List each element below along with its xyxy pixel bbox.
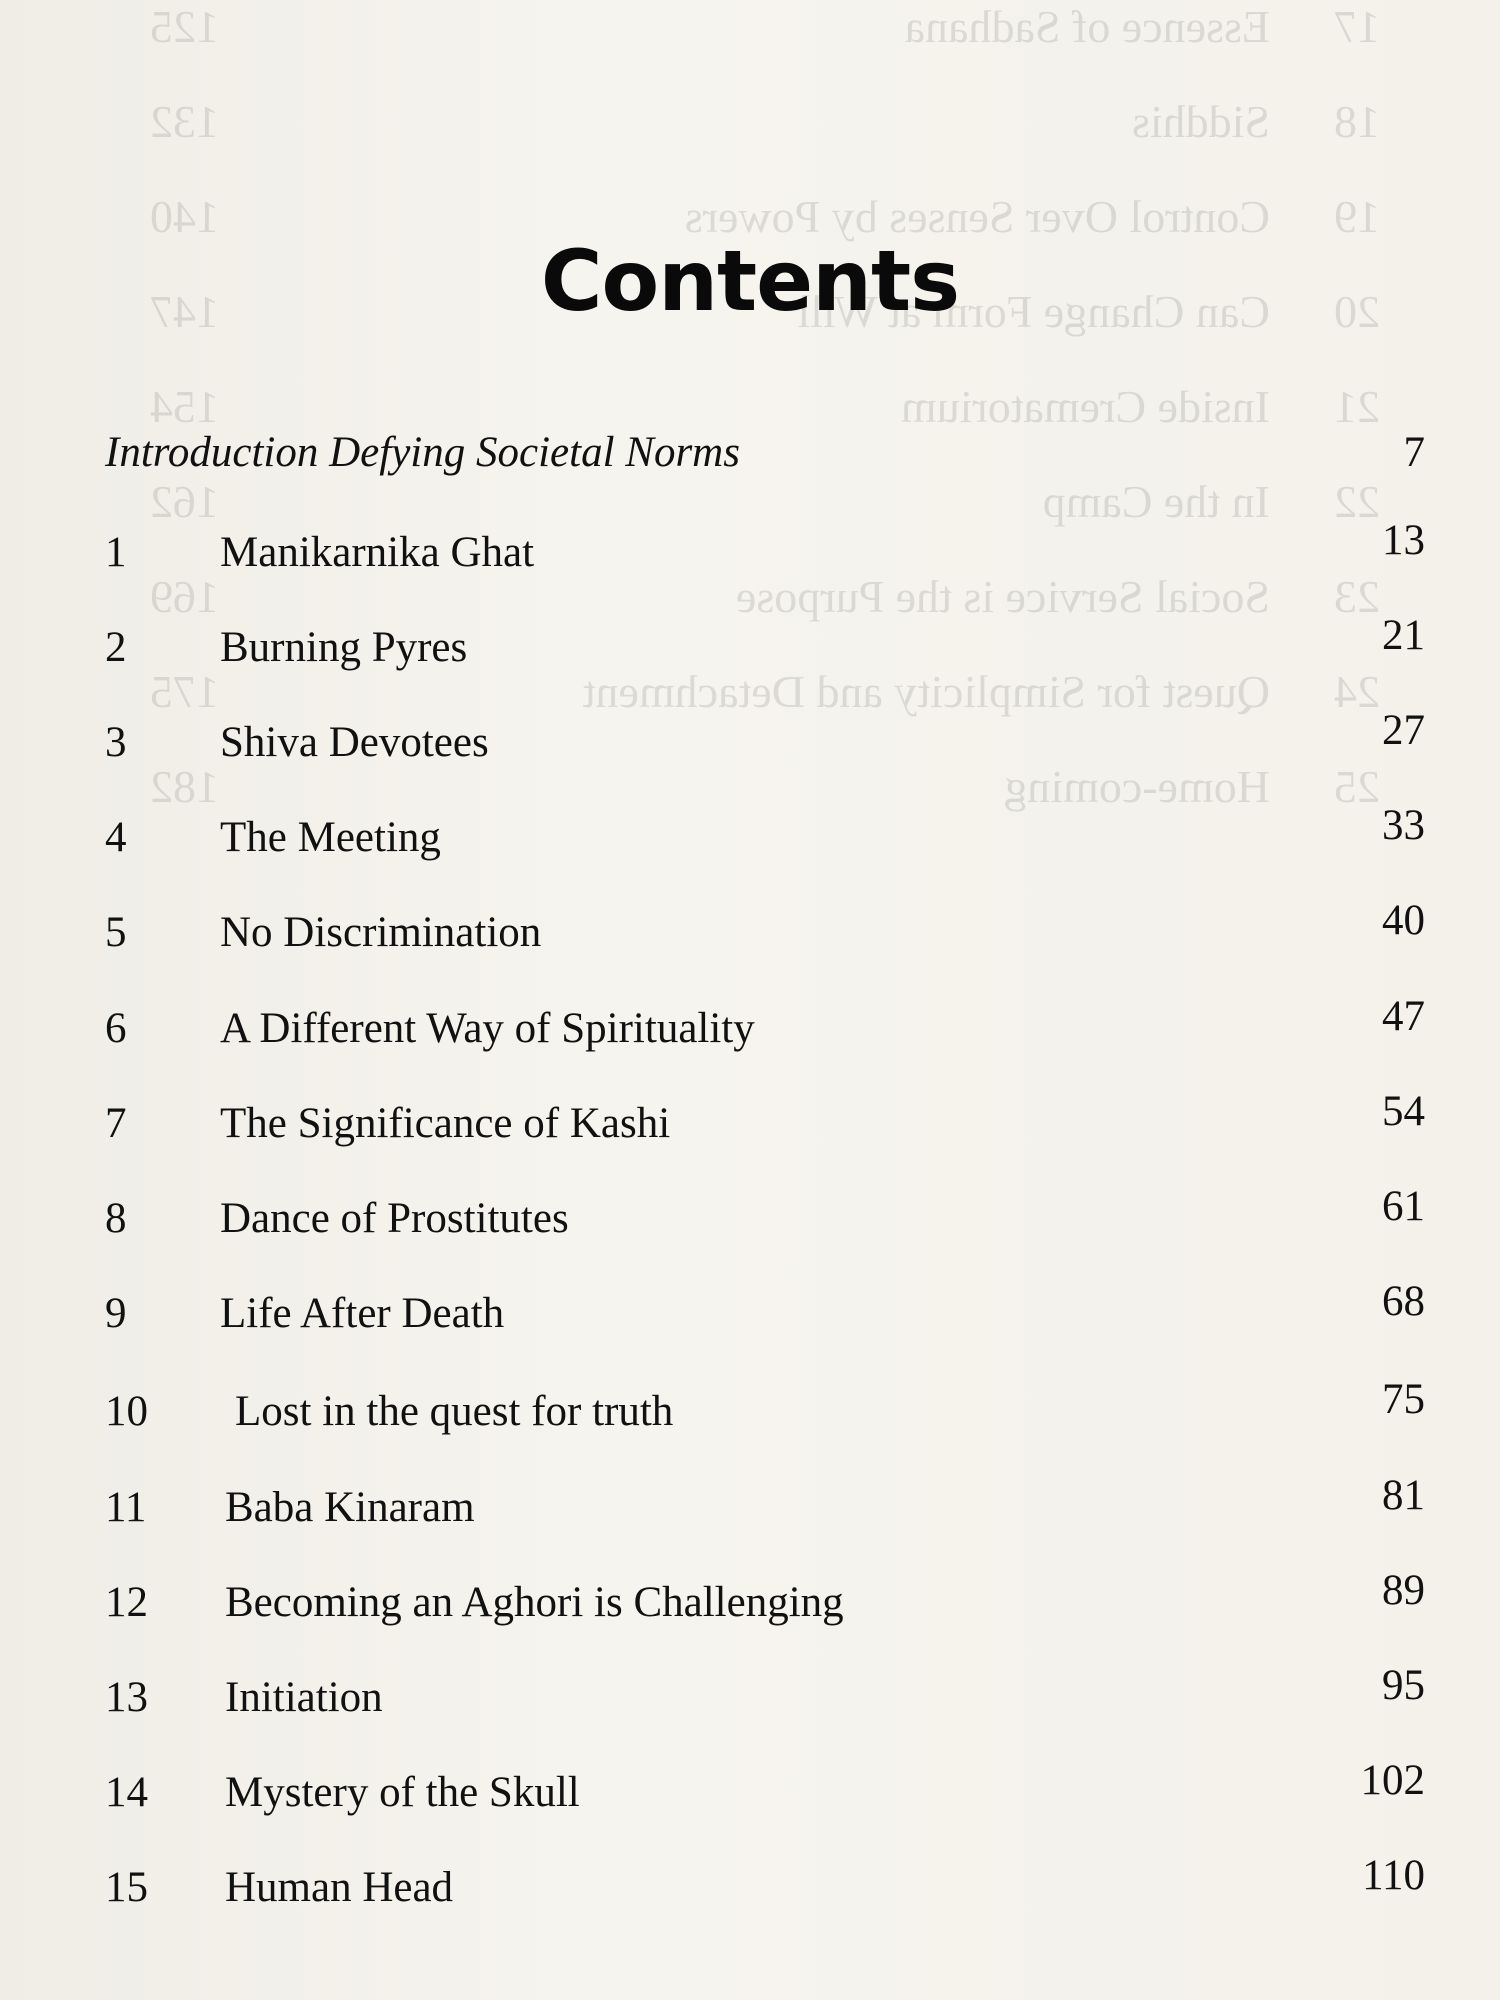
chapter-page: 13 (1382, 517, 1425, 564)
chapter-number: 5 (105, 909, 127, 956)
toc-entry[interactable] (105, 1662, 1425, 1733)
toc-entry[interactable] (105, 1852, 1425, 1923)
page-title: Contents (540, 232, 960, 330)
chapter-title: Mystery of the Skull (225, 1769, 580, 1816)
chapter-page: 110 (1362, 1852, 1425, 1899)
chapter-number: 15 (105, 1864, 148, 1911)
chapter-title: Lost in the quest for truth (235, 1388, 674, 1435)
toc-entry[interactable] (105, 1567, 1425, 1638)
chapter-page: 68 (1382, 1278, 1425, 1325)
chapter-number: 9 (105, 1290, 127, 1337)
chapter-page: 75 (1382, 1376, 1425, 1423)
chapter-page: 54 (1382, 1088, 1425, 1135)
chapter-title: Initiation (225, 1674, 383, 1721)
chapter-title: Life After Death (220, 1290, 505, 1337)
chapter-page: 27 (1382, 707, 1425, 754)
chapter-number: 14 (105, 1769, 148, 1816)
chapter-page: 95 (1382, 1662, 1425, 1709)
chapter-title: No Discrimination (220, 909, 542, 956)
chapter-title: Human Head (225, 1864, 454, 1911)
chapter-title: A Different Way of Spirituality (220, 1005, 755, 1052)
chapter-title: Baba Kinaram (225, 1484, 475, 1531)
toc-intro-title: Introduction Defying Societal Norms (105, 429, 740, 476)
toc-intro-entry[interactable] (105, 428, 1425, 488)
toc-entry[interactable] (105, 612, 1425, 683)
toc-entry[interactable] (105, 993, 1425, 1064)
chapter-page: 47 (1382, 993, 1425, 1040)
reverse-side-show-through: 17 Essence of Sadhana 125 18 Siddhis 132 19 Control Over Senses by Powers 140 20 Can Change Form at Will 147 21 Inside Crematorium 154 22 In the Camp 162 23 Social Service is the Purpose 169 24 Quest for Simplicity and Detachment 175 25 Home-coming 182 (150, 1, 1380, 812)
chapter-number: 13 (105, 1674, 148, 1721)
toc-entry[interactable] (105, 707, 1425, 778)
chapter-title: Manikarnika Ghat (220, 529, 535, 576)
chapter-title: The Meeting (220, 814, 441, 861)
toc-intro-page: 7 (1403, 429, 1425, 476)
toc-entry[interactable] (105, 1376, 1425, 1447)
chapter-title: Shiva Devotees (220, 719, 489, 766)
chapter-number: 2 (105, 624, 127, 671)
toc-entry[interactable] (105, 802, 1425, 873)
chapter-page: 61 (1382, 1183, 1425, 1230)
toc-entry[interactable] (105, 1278, 1425, 1349)
chapter-title: Becoming an Aghori is Challenging (225, 1579, 844, 1626)
chapter-number: 4 (105, 814, 127, 861)
chapter-number: 1 (105, 529, 127, 576)
chapter-page: 81 (1382, 1472, 1425, 1519)
toc-entry[interactable] (105, 1183, 1425, 1254)
chapter-number: 6 (105, 1005, 127, 1052)
chapter-page: 21 (1382, 612, 1425, 659)
chapter-title: The Significance of Kashi (220, 1100, 671, 1147)
chapter-title: Dance of Prostitutes (220, 1195, 569, 1242)
toc-entry[interactable] (105, 1472, 1425, 1543)
chapter-page: 40 (1382, 897, 1425, 944)
toc-entry[interactable] (105, 1757, 1425, 1828)
chapter-page: 33 (1382, 802, 1425, 849)
chapter-number: 12 (105, 1579, 148, 1626)
chapter-number: 7 (105, 1100, 127, 1147)
toc-entry[interactable] (105, 1088, 1425, 1159)
chapter-number: 11 (105, 1484, 147, 1531)
toc-entry[interactable] (105, 517, 1425, 588)
chapter-page: 102 (1360, 1757, 1425, 1804)
chapter-number: 3 (105, 719, 127, 766)
chapter-title: Burning Pyres (220, 624, 468, 671)
chapter-page: 89 (1382, 1567, 1425, 1614)
toc-entry[interactable] (105, 897, 1425, 968)
chapter-number: 10 (105, 1388, 148, 1435)
chapter-number: 8 (105, 1195, 127, 1242)
